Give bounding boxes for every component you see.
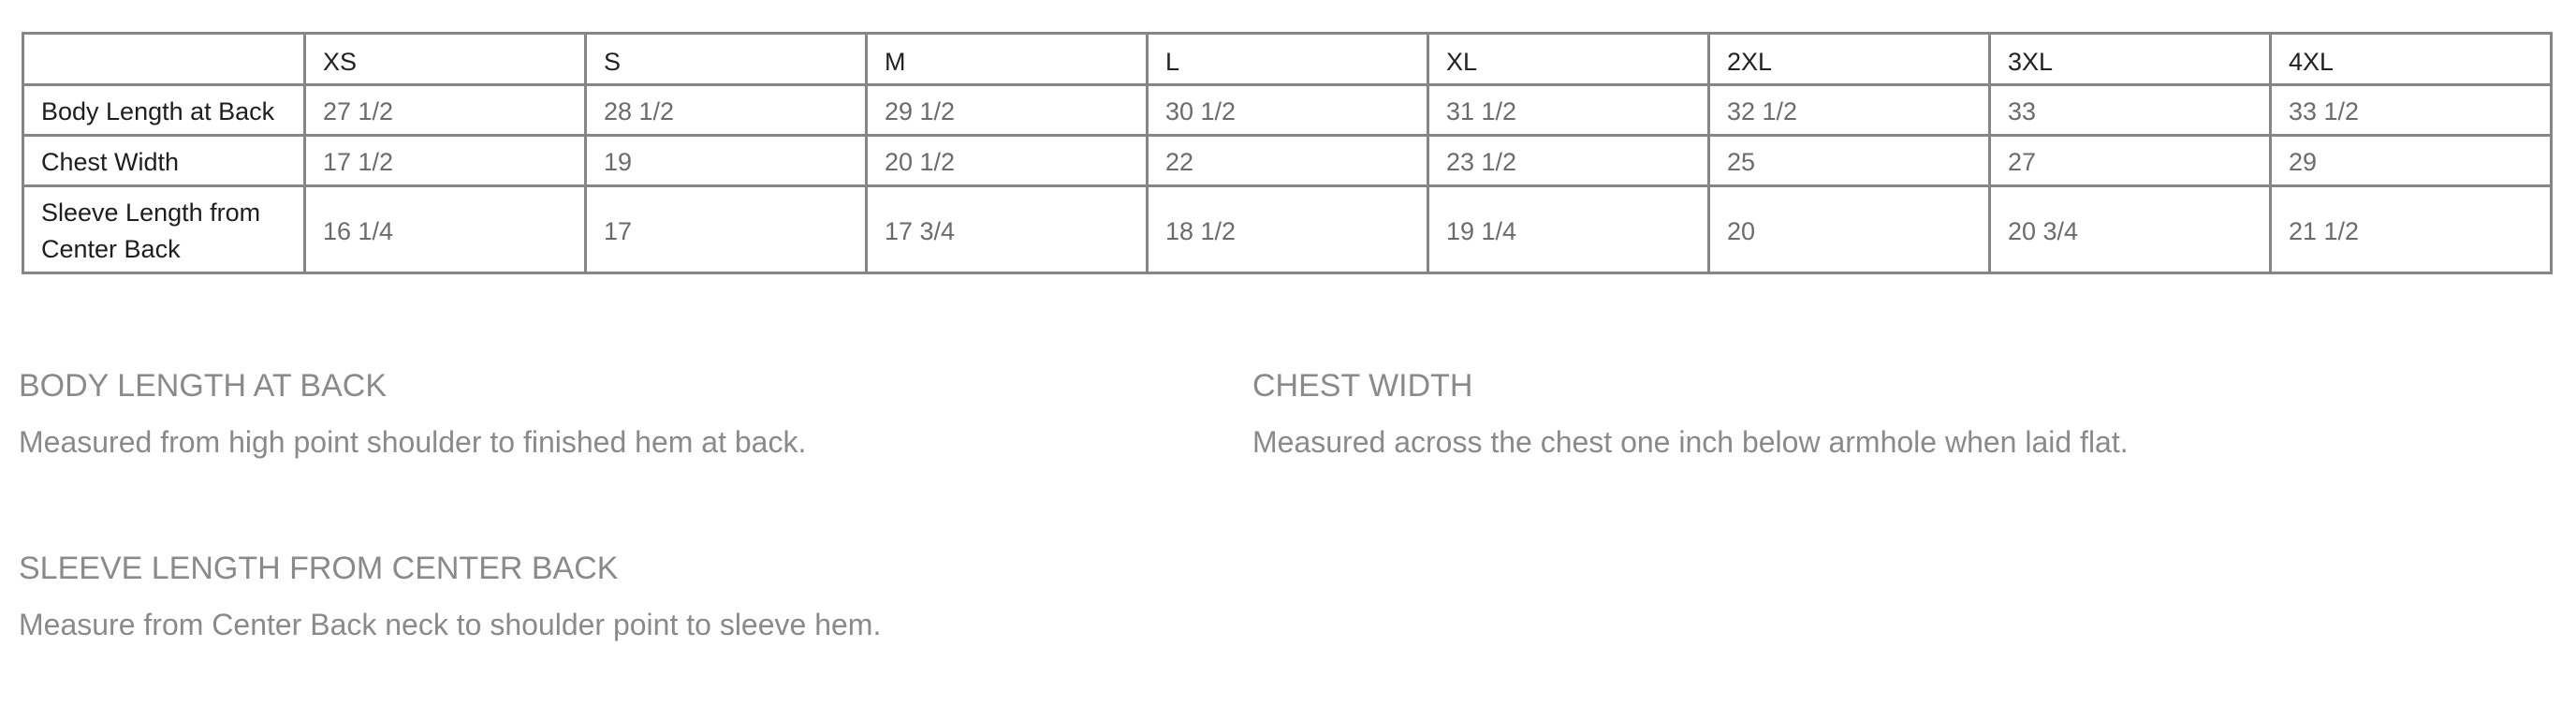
- table-cell: 28 1/2: [586, 85, 867, 136]
- corner-cell: [23, 34, 305, 85]
- table-cell: 21 1/2: [2271, 186, 2552, 273]
- table-cell: 20 1/2: [867, 136, 1148, 186]
- chest-width-description: [1252, 367, 2129, 461]
- size-header-xs: XS: [305, 34, 586, 85]
- table-cell: 17 1/2: [305, 136, 586, 186]
- body-length-text: Measured from high point shoulder to finished hem at back.: [19, 425, 807, 459]
- table-cell: 29 1/2: [867, 85, 1148, 136]
- table-cell: 29: [2271, 136, 2552, 186]
- table-row-chest-width: [23, 136, 2552, 186]
- table-cell: 33: [1990, 85, 2271, 136]
- sleeve-length-description: [19, 550, 881, 643]
- row-label-body-length: Body Length at Back: [23, 85, 305, 136]
- size-header-xl: XL: [1428, 34, 1709, 85]
- sleeve-length-text: Measure from Center Back neck to shoulder point to sleeve hem.: [19, 608, 882, 641]
- table-cell: 27 1/2: [305, 85, 586, 136]
- table-cell: 23 1/2: [1428, 136, 1709, 186]
- row-label-line: Center Back: [41, 235, 181, 263]
- row-label-sleeve-length: [23, 186, 305, 273]
- table-cell: 32 1/2: [1709, 85, 1990, 136]
- table-cell: 30 1/2: [1148, 85, 1428, 136]
- table-cell: 17: [586, 186, 867, 273]
- sleeve-length-heading: SLEEVE LENGTH FROM CENTER BACK: [19, 551, 619, 586]
- row-label-line: Sleeve Length from: [41, 199, 261, 227]
- table-cell: 27: [1990, 136, 2271, 186]
- table-cell: 16 1/4: [305, 186, 586, 273]
- table-cell: 18 1/2: [1148, 186, 1428, 273]
- table-cell: 25: [1709, 136, 1990, 186]
- size-chart-table: [22, 32, 2553, 274]
- size-header-s: S: [586, 34, 867, 85]
- size-header-row: [23, 34, 2552, 85]
- table-cell: 17 3/4: [867, 186, 1148, 273]
- size-header-3xl: 3XL: [1990, 34, 2271, 85]
- table-cell: 20: [1709, 186, 1990, 273]
- size-header-m: M: [867, 34, 1148, 85]
- body-length-heading: BODY LENGTH AT BACK: [19, 368, 388, 404]
- table-cell: 22: [1148, 136, 1428, 186]
- table-cell: 31 1/2: [1428, 85, 1709, 136]
- chest-width-text: Measured across the chest one inch below armhole when laid flat.: [1252, 425, 2129, 459]
- chest-width-heading: CHEST WIDTH: [1252, 368, 1473, 404]
- table-cell: 19: [586, 136, 867, 186]
- body-length-description: [19, 367, 806, 461]
- table-cell: 19 1/4: [1428, 186, 1709, 273]
- size-header-l: L: [1148, 34, 1428, 85]
- size-header-4xl: 4XL: [2271, 34, 2552, 85]
- table-row-sleeve-length: [23, 186, 2552, 273]
- row-label-chest-width: Chest Width: [23, 136, 305, 186]
- table-row-body-length: [23, 85, 2552, 136]
- table-cell: 20 3/4: [1990, 186, 2271, 273]
- size-header-2xl: 2XL: [1709, 34, 1990, 85]
- table-cell: 33 1/2: [2271, 85, 2552, 136]
